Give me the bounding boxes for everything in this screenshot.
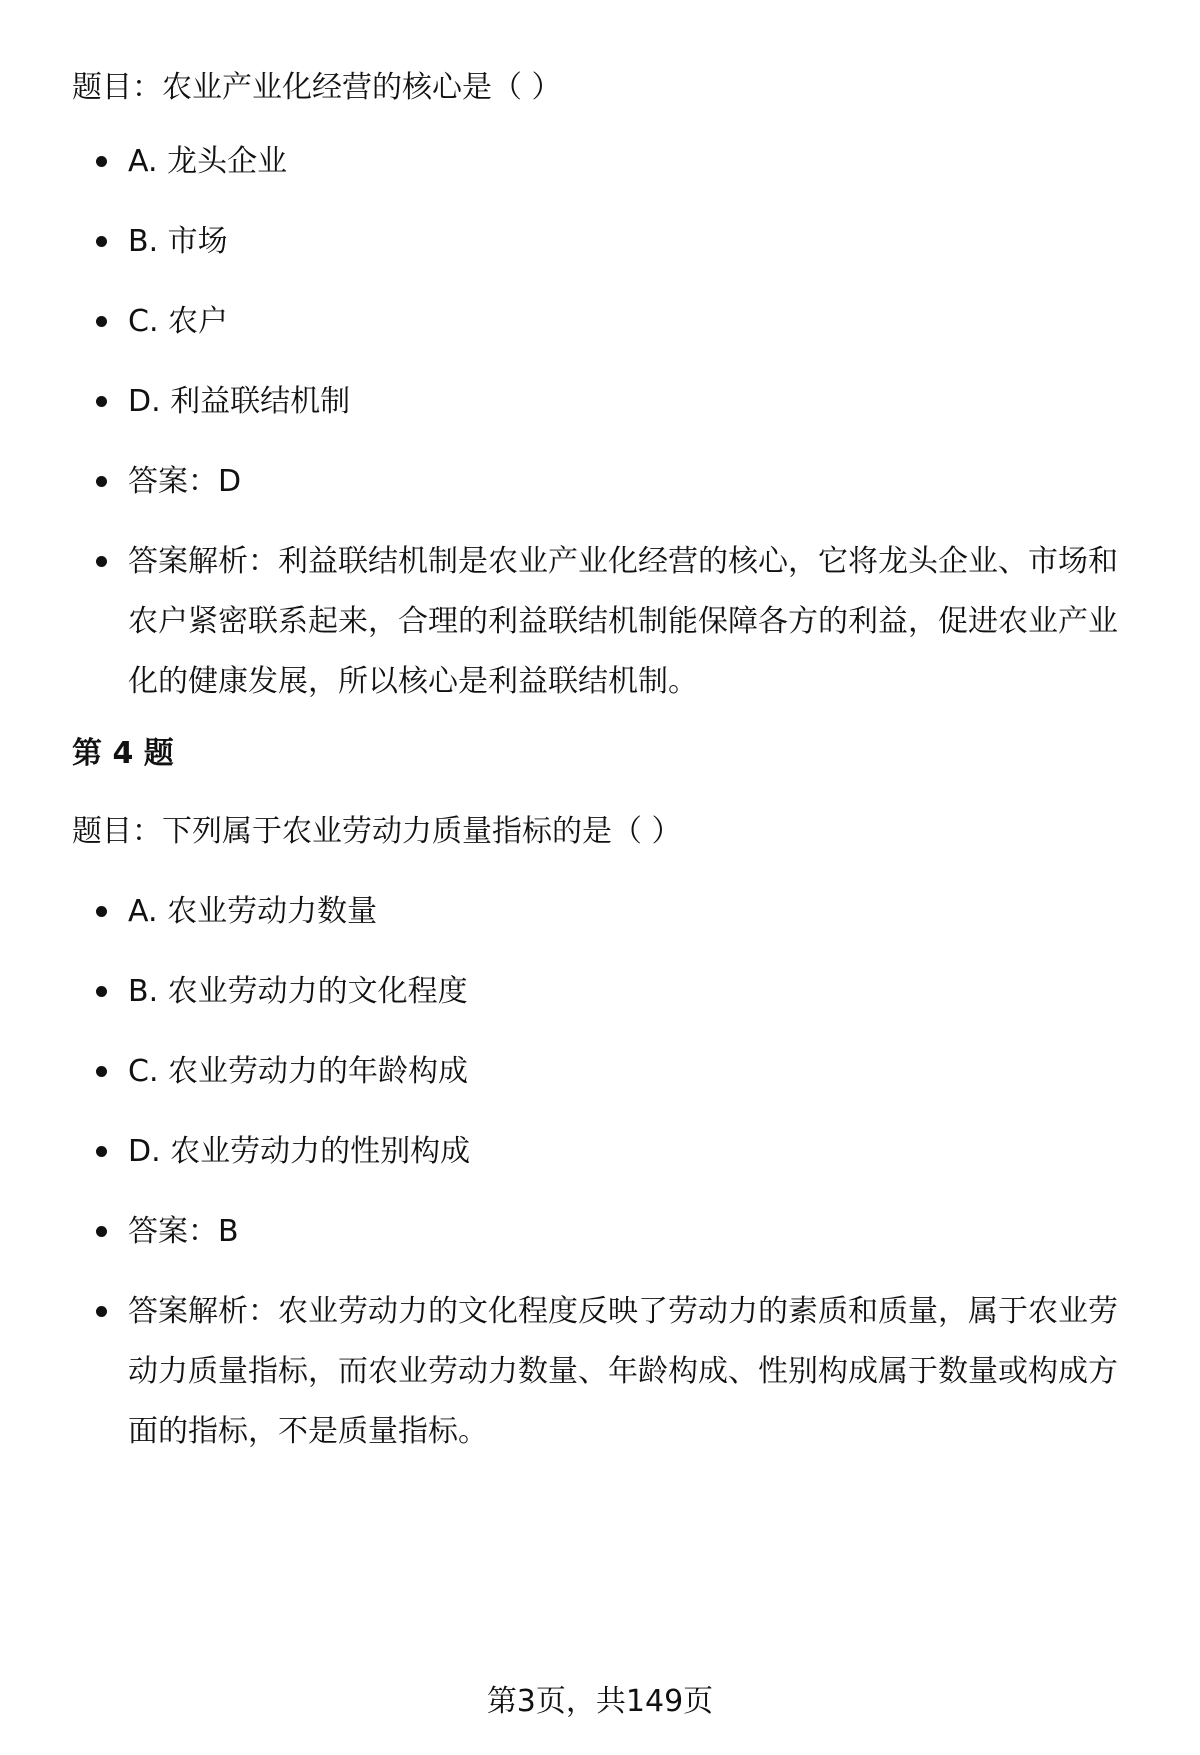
option-text: A. 龙头企业 (128, 144, 288, 179)
bullet-icon (96, 1226, 107, 1237)
question-text: 题目：下列属于农业劳动力质量指标的是（ ） (72, 814, 682, 849)
bullet-icon (96, 316, 107, 327)
option-item (96, 1052, 1146, 1092)
option-item (96, 222, 1146, 262)
option-text: C. 农业劳动力的年龄构成 (128, 1054, 469, 1089)
bullet-icon (96, 236, 107, 247)
option-text: B. 市场 (128, 224, 228, 259)
question-heading: 第 4 题 (72, 736, 174, 771)
option-text: D. 利益联结机制 (128, 384, 351, 419)
bullet-icon (96, 1066, 107, 1077)
bullet-icon (96, 156, 107, 167)
answer-text: 答案：D (128, 464, 242, 499)
bullet-icon (96, 986, 107, 997)
explanation-text: 答案解析：利益联结机制是农业产业化经营的核心，它将龙头企业、市场和农户紧密联系起来，合理的利益联结机制能保障各方的利益，促进农业产业化的健康发展，所以核心是利益联结机制。 (128, 544, 1118, 699)
bullet-icon (96, 476, 107, 487)
option-text: B. 农业劳动力的文化程度 (128, 974, 468, 1009)
option-text: C. 农户 (128, 304, 229, 339)
option-item (96, 892, 1146, 932)
option-item (96, 382, 1146, 422)
bullet-icon (96, 1306, 107, 1317)
option-item (96, 142, 1146, 182)
option-item (96, 972, 1146, 1012)
bullet-icon (96, 556, 107, 567)
option-text: A. 农业劳动力数量 (128, 894, 378, 929)
bullet-icon (96, 1146, 107, 1157)
answer-text: 答案：B (128, 1214, 239, 1249)
explanation-text: 答案解析：农业劳动力的文化程度反映了劳动力的素质和质量，属于农业劳动力质量指标，而农业劳动力数量、年龄构成、性别构成属于数量或构成方面的指标，不是质量指标。 (128, 1294, 1118, 1449)
bullet-icon (96, 906, 107, 917)
option-text: D. 农业劳动力的性别构成 (128, 1134, 471, 1169)
answer-item (96, 462, 1146, 502)
option-item (96, 1132, 1146, 1172)
option-item (96, 302, 1146, 342)
question-text: 题目：农业产业化经营的核心是（ ） (72, 70, 562, 105)
page-number: 第3页，共149页 (486, 1684, 714, 1719)
explanation-item (96, 1282, 1146, 1462)
answer-item (96, 1212, 1146, 1252)
explanation-item (96, 532, 1146, 712)
bullet-icon (96, 396, 107, 407)
